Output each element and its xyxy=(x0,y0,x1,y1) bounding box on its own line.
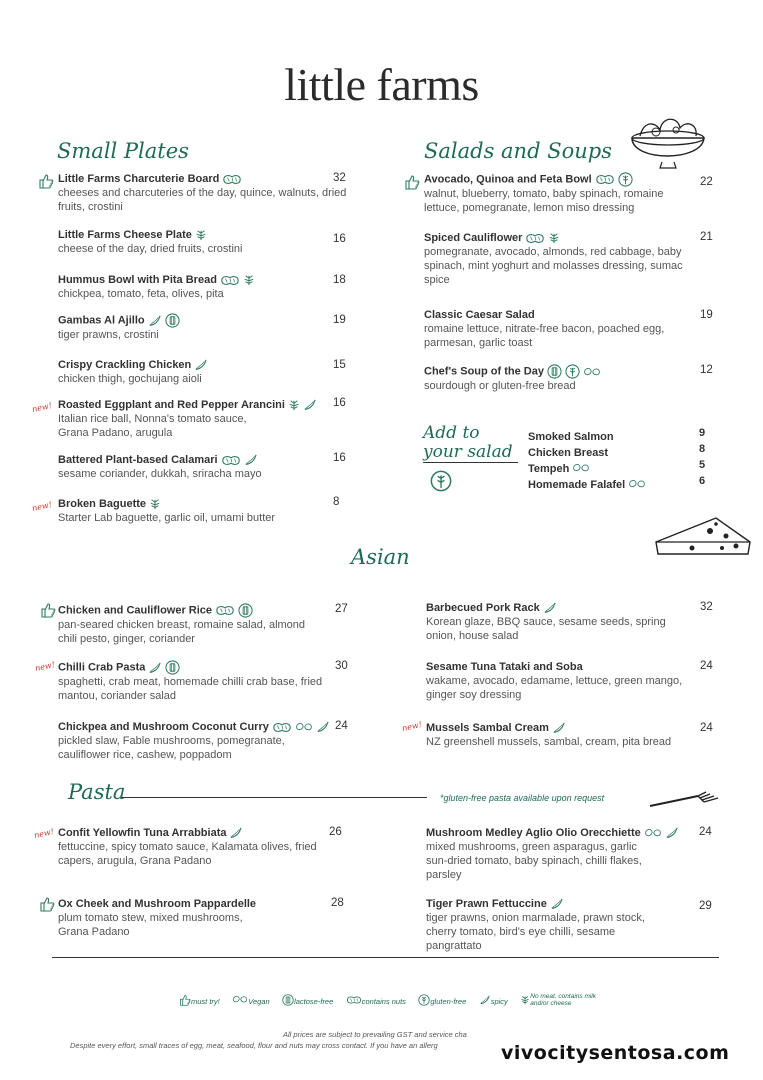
menu-item: Sesame Tuna Tataki and Soba wakame, avocado, edamame, lettuce, green mango, ginger soy dressing xyxy=(426,661,683,701)
menu-item: Spiced Cauliflower pomegranate, avocado, almonds, red cabbage, baby spinach, mint yoghurt and molasses dressing, sumac spice xyxy=(424,232,683,286)
spicy-icon xyxy=(303,399,317,411)
icon-legend: must try! Vegan lactose-free contains nuts gluten-free spicy No meat, contains milk and/or cheese xyxy=(176,991,616,1009)
pasta-note: *gluten-free pasta available upon request xyxy=(440,793,605,803)
must-try-icon xyxy=(40,602,56,618)
spicy-icon xyxy=(550,898,564,910)
vegetarian-icon xyxy=(149,498,161,510)
gluten-free-icon xyxy=(430,470,452,492)
menu-item: Mushroom Medley Aglio Olio Orecchiette mixed mushrooms, green asparagus, garlic sun-dried tomato, baby spinach, chilli flakes, parsley xyxy=(426,826,661,882)
item-price: 24 xyxy=(700,722,713,734)
lactose-free-icon xyxy=(165,313,180,328)
spicy-icon xyxy=(552,722,566,734)
new-label: new! xyxy=(33,827,55,840)
section-pasta: Pasta xyxy=(68,780,126,804)
pasta-divider xyxy=(122,797,427,798)
menu-item: Little Farms Cheese Plate cheese of the day, dried fruits, crostini xyxy=(58,229,243,255)
item-price: 19 xyxy=(333,314,346,326)
vegetarian-icon xyxy=(195,229,207,241)
cheese-illustration xyxy=(652,514,754,560)
vegan-icon xyxy=(232,994,248,1005)
nuts-icon xyxy=(272,722,292,733)
menu-item: Chilli Crab Pasta spaghetti, crab meat, homemade chilli crab base, fried mantou, coriander salad xyxy=(58,661,323,702)
item-price: 32 xyxy=(700,601,713,613)
menu-item: Hummus Bowl with Pita Bread chickpea, tomato, feta, olives, pita xyxy=(58,273,358,301)
item-price: 27 xyxy=(335,603,348,615)
menu-item: Classic Caesar Salad romaine lettuce, nitrate-free bacon, poached egg, parmesan, garlic toast xyxy=(424,309,665,349)
section-asian: Asian xyxy=(351,545,410,569)
fork-illustration xyxy=(648,784,726,810)
menu-item: Gambas Al Ajillo tiger prawns, crostini xyxy=(58,313,358,342)
vegan-icon xyxy=(572,462,590,474)
section-small-plates: Small Plates xyxy=(57,139,189,163)
spicy-icon xyxy=(316,721,330,733)
menu-item: Confit Yellowfin Tuna Arrabbiata fettuccine, spicy tomato sauce, Kalamata olives, fried capers, arugula, Grana Padano xyxy=(58,827,317,867)
menu-item: Tiger Prawn Fettuccine tiger prawns, onion marmalade, prawn stock, cherry tomato, bird's eye chilli, sesame pangrattato xyxy=(426,898,645,952)
item-price: 24 xyxy=(335,720,348,732)
item-price: 19 xyxy=(700,309,713,321)
nuts-icon xyxy=(215,605,235,616)
item-price: 8 xyxy=(333,496,340,508)
nuts-icon xyxy=(525,233,545,244)
menu-item: Barbecued Pork Rack Korean glaze, BBQ sauce, sesame seeds, spring onion, house salad xyxy=(426,602,666,642)
menu-item: Battered Plant-based Calamari sesame coriander, dukkah, sriracha mayo xyxy=(58,454,262,480)
footer-line-2: Despite every effort, small traces of egg, meat, seafood, flour and nuts may cross contact. If you have an allerg xyxy=(70,1041,438,1050)
spicy-icon xyxy=(229,827,243,839)
menu-item: Chef's Soup of the Day sourdough or gluten-free bread xyxy=(424,364,684,393)
item-price: 24 xyxy=(699,826,712,838)
new-label: new! xyxy=(31,401,53,414)
vegan-icon xyxy=(583,366,601,378)
item-price: 18 xyxy=(333,274,346,286)
spicy-icon xyxy=(244,454,258,466)
spicy-icon xyxy=(665,827,679,839)
item-price: 24 xyxy=(700,660,713,672)
menu-title: little farms xyxy=(284,59,479,110)
spicy-icon xyxy=(543,602,557,614)
must-try-icon xyxy=(404,174,420,190)
item-price: 28 xyxy=(331,897,344,909)
item-price: 12 xyxy=(700,364,713,376)
addon-list: Smoked Salmon 9 Chicken Breast 8 Tempeh 5 Homemade Falafel 6 xyxy=(528,427,706,491)
bottom-divider xyxy=(52,957,719,958)
lactose-free-icon xyxy=(238,603,253,618)
item-price: 15 xyxy=(333,359,346,371)
lactose-free-icon xyxy=(547,364,562,379)
spicy-icon xyxy=(148,662,162,674)
item-price: 26 xyxy=(329,826,342,838)
vegan-icon xyxy=(295,721,313,733)
gluten-free-icon xyxy=(418,994,430,1006)
item-price: 21 xyxy=(700,231,713,243)
must-try-icon xyxy=(179,994,191,1006)
vegan-icon xyxy=(644,827,662,839)
section-salads-soups: Salads and Soups xyxy=(424,139,612,163)
vegetarian-icon xyxy=(548,232,560,244)
menu-item: Mussels Sambal Cream NZ greenshell mussels, sambal, cream, pita bread xyxy=(426,722,672,748)
gluten-free-icon xyxy=(618,172,633,187)
menu-item: Roasted Eggplant and Red Pepper Arancini Italian rice ball, Nonna's tomato sauce, Grana Padano, arugula xyxy=(58,398,358,440)
must-try-icon xyxy=(39,896,55,912)
item-price: 30 xyxy=(335,660,348,672)
nuts-icon xyxy=(222,174,242,185)
nuts-icon xyxy=(221,455,241,466)
salad-bowl-illustration xyxy=(626,112,710,174)
menu-item: Chickpea and Mushroom Coconut Curry pickled slaw, Fable mushrooms, pomegranate, cauliflower rice, cashew, poppadom xyxy=(58,720,323,762)
vegetarian-icon xyxy=(520,995,530,1005)
item-price: 29 xyxy=(699,900,712,912)
item-price: 22 xyxy=(700,176,713,188)
lactose-free-icon xyxy=(282,994,294,1006)
gluten-free-icon xyxy=(565,364,580,379)
vegetarian-icon xyxy=(288,399,300,411)
new-label: new! xyxy=(31,500,53,513)
footer-line-1: All prices are subject to prevailing GST and service cha xyxy=(283,1030,467,1039)
item-price: 16 xyxy=(333,233,346,245)
spicy-icon xyxy=(194,359,208,371)
item-price: 16 xyxy=(333,397,346,409)
add-to-salad-heading: Add to your salad xyxy=(423,424,518,463)
nuts-icon xyxy=(595,174,615,185)
menu-item: Ox Cheek and Mushroom Pappardelle plum tomato stew, mixed mushrooms, Grana Padano xyxy=(58,898,257,938)
spicy-icon xyxy=(479,995,491,1005)
menu-item: Crispy Crackling Chicken chicken thigh, gochujang aioli xyxy=(58,358,358,386)
menu-item: Chicken and Cauliflower Rice pan-seared chicken breast, romaine salad, almond chili pesto, ginger, coriander xyxy=(58,604,306,645)
nuts-icon xyxy=(346,995,362,1005)
vegetarian-icon xyxy=(243,274,255,286)
new-label: new! xyxy=(401,720,423,733)
lactose-free-icon xyxy=(165,660,180,675)
vegan-icon xyxy=(628,478,646,490)
spicy-icon xyxy=(148,315,162,327)
menu-item: Broken Baguette Starter Lab baguette, garlic oil, umami butter xyxy=(58,498,276,524)
item-price: 32 xyxy=(333,172,346,184)
item-price: 16 xyxy=(333,452,346,464)
menu-item: Little Farms Charcuterie Board cheeses and charcuteries of the day, quince, walnuts, dried fruits, crostini xyxy=(58,173,347,213)
must-try-icon xyxy=(38,173,54,189)
new-label: new! xyxy=(34,660,56,673)
watermark: vivocitysentosa.com xyxy=(501,1042,730,1064)
nuts-icon xyxy=(220,275,240,286)
menu-item: Avocado, Quinoa and Feta Bowl walnut, blueberry, tomato, baby spinach, romaine lettuce, pomegranate, lemon miso dressing xyxy=(424,173,664,214)
